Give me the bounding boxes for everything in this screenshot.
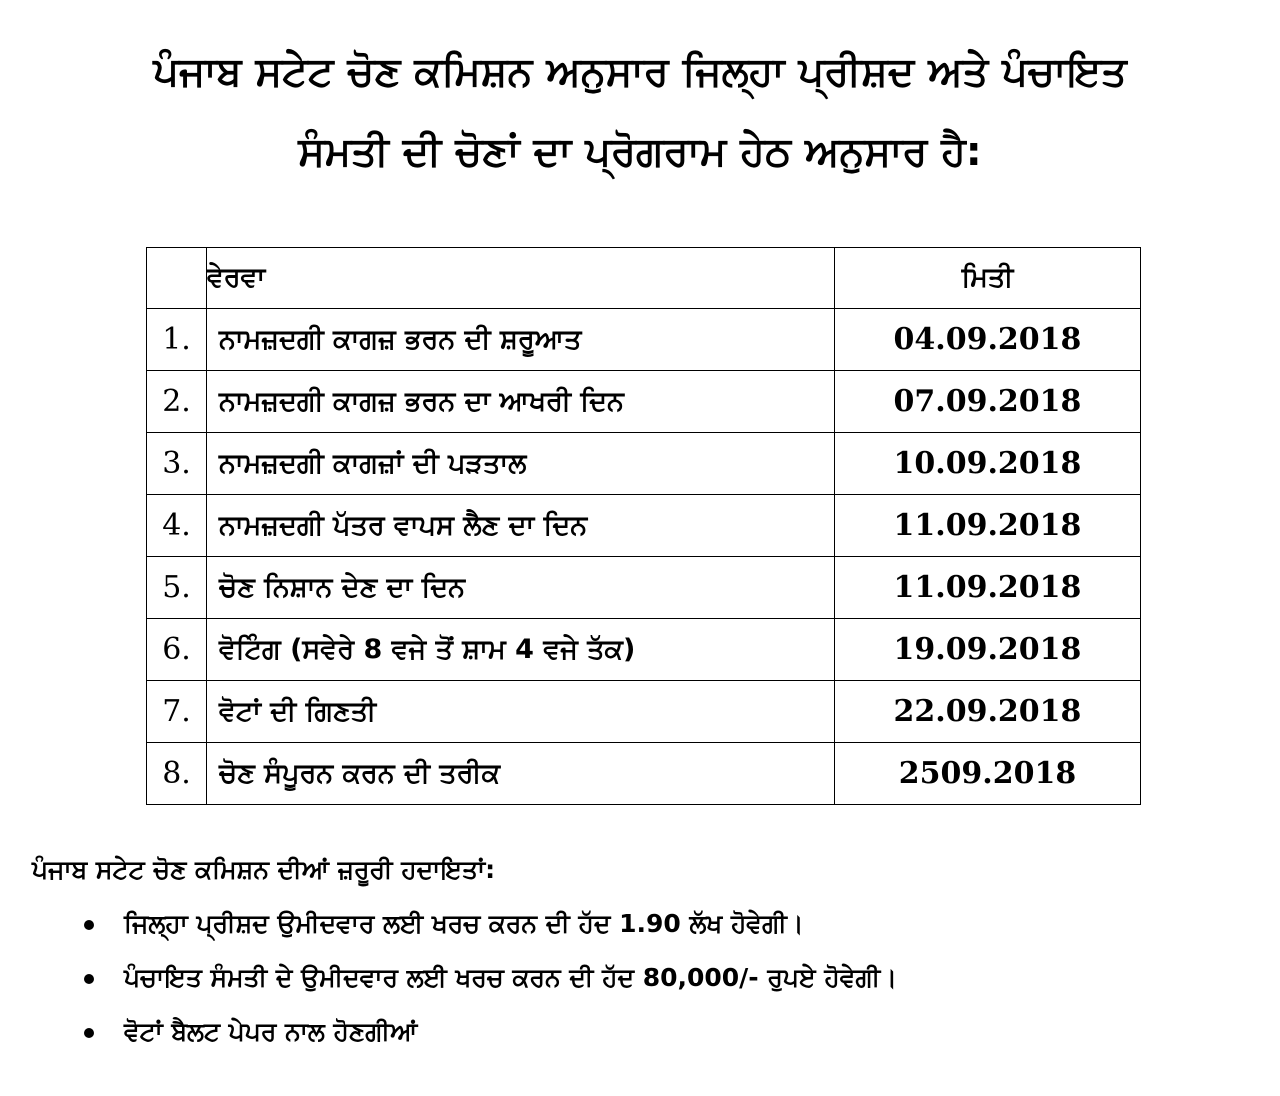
row-description: ਨਾਮਜ਼ਦਗੀ ਕਾਗਜ਼ ਭਰਨ ਦਾ ਆਖਰੀ ਦਿਨ bbox=[207, 371, 835, 433]
table-row bbox=[147, 309, 1141, 371]
row-number: 6. bbox=[147, 619, 207, 681]
instruction-text: ਪੰਚਾਇਤ ਸੰਮਤੀ ਦੇ ਉਮੀਦਵਾਰ ਲਈ ਖਰਚ ਕਰਨ ਦੀ ਹੱਦ 80,000/- ਰੁਪਏ ਹੋਵੇਗੀ। bbox=[124, 963, 898, 992]
election-schedule-table bbox=[146, 247, 1141, 805]
table-row bbox=[147, 619, 1141, 681]
row-date: 11.09.2018 bbox=[835, 495, 1141, 557]
table-row bbox=[147, 371, 1141, 433]
row-number: 2. bbox=[147, 371, 207, 433]
row-description: ਚੋਣ ਸੰਪੂਰਨ ਕਰਨ ਦੀ ਤਰੀਕ bbox=[207, 743, 835, 805]
list-item bbox=[78, 1008, 897, 1062]
row-description: ਨਾਮਜ਼ਦਗੀ ਪੱਤਰ ਵਾਪਸ ਲੈਣ ਦਾ ਦਿਨ bbox=[207, 495, 835, 557]
bullet-icon bbox=[84, 920, 94, 930]
document-title-line-2: ਸੰਮਤੀ ਦੀ ਚੋਣਾਂ ਦਾ ਪ੍ਰੋਗਰਾਮ ਹੇਠ ਅਨੁਸਾਰ ਹੈ: bbox=[298, 129, 982, 175]
row-date: 10.09.2018 bbox=[835, 433, 1141, 495]
row-date: 19.09.2018 bbox=[835, 619, 1141, 681]
row-number: 5. bbox=[147, 557, 207, 619]
header-description: ਵੇਰਵਾ bbox=[207, 248, 835, 309]
row-number: 4. bbox=[147, 495, 207, 557]
table-row bbox=[147, 557, 1141, 619]
instruction-text: ਜਿਲ੍ਹਾ ਪ੍ਰੀਸ਼ਦ ਉਮੀਦਵਾਰ ਲਈ ਖਰਚ ਕਰਨ ਦੀ ਹੱਦ 1.90 ਲੱਖ ਹੋਵੇਗੀ। bbox=[124, 909, 804, 938]
row-description: ਨਾਮਜ਼ਦਗੀ ਕਾਗਜ਼ ਭਰਨ ਦੀ ਸ਼ਰੂਆਤ bbox=[207, 309, 835, 371]
document-title-line-1: ਪੰਜਾਬ ਸਟੇਟ ਚੋਣ ਕਮਿਸ਼ਨ ਅਨੁਸਾਰ ਜਿਲ੍ਹਾ ਪ੍ਰੀਸ਼ਦ ਅਤੇ ਪੰਚਾਇਤ bbox=[153, 49, 1127, 95]
row-description: ਵੋਟਿੰਗ (ਸਵੇਰੇ 8 ਵਜੇ ਤੋਂ ਸ਼ਾਮ 4 ਵਜੇ ਤੱਕ) bbox=[207, 619, 835, 681]
header-number-cell bbox=[147, 248, 207, 309]
bullet-icon bbox=[84, 974, 94, 984]
row-number: 8. bbox=[147, 743, 207, 805]
row-number: 7. bbox=[147, 681, 207, 743]
instructions-heading: ਪੰਜਾਬ ਸਟੇਟ ਚੋਣ ਕਮਿਸ਼ਨ ਦੀਆਂ ਜ਼ਰੂਰੀ ਹਦਾਇਤਾਂ: bbox=[32, 855, 496, 884]
row-description: ਚੋਣ ਨਿਸ਼ਾਨ ਦੇਣ ਦਾ ਦਿਨ bbox=[207, 557, 835, 619]
table-row bbox=[147, 433, 1141, 495]
header-date: ਮਿਤੀ bbox=[835, 248, 1141, 309]
table-row bbox=[147, 743, 1141, 805]
row-date: 04.09.2018 bbox=[835, 309, 1141, 371]
row-description: ਵੋਟਾਂ ਦੀ ਗਿਣਤੀ bbox=[207, 681, 835, 743]
row-date: 22.09.2018 bbox=[835, 681, 1141, 743]
row-description: ਨਾਮਜ਼ਦਗੀ ਕਾਗਜ਼ਾਂ ਦੀ ਪੜਤਾਲ bbox=[207, 433, 835, 495]
row-date: 11.09.2018 bbox=[835, 557, 1141, 619]
instructions-list bbox=[78, 900, 897, 1062]
bullet-icon bbox=[84, 1028, 94, 1038]
row-number: 3. bbox=[147, 433, 207, 495]
table-row bbox=[147, 681, 1141, 743]
row-date: 07.09.2018 bbox=[835, 371, 1141, 433]
row-number: 1. bbox=[147, 309, 207, 371]
list-item bbox=[78, 954, 897, 1008]
row-date: 2509.2018 bbox=[835, 743, 1141, 805]
list-item bbox=[78, 900, 897, 954]
instruction-text: ਵੋਟਾਂ ਬੈਲਟ ਪੇਪਰ ਨਾਲ ਹੋਣਗੀਆਂ bbox=[124, 1017, 418, 1046]
table-header-row bbox=[147, 248, 1141, 309]
table-row bbox=[147, 495, 1141, 557]
